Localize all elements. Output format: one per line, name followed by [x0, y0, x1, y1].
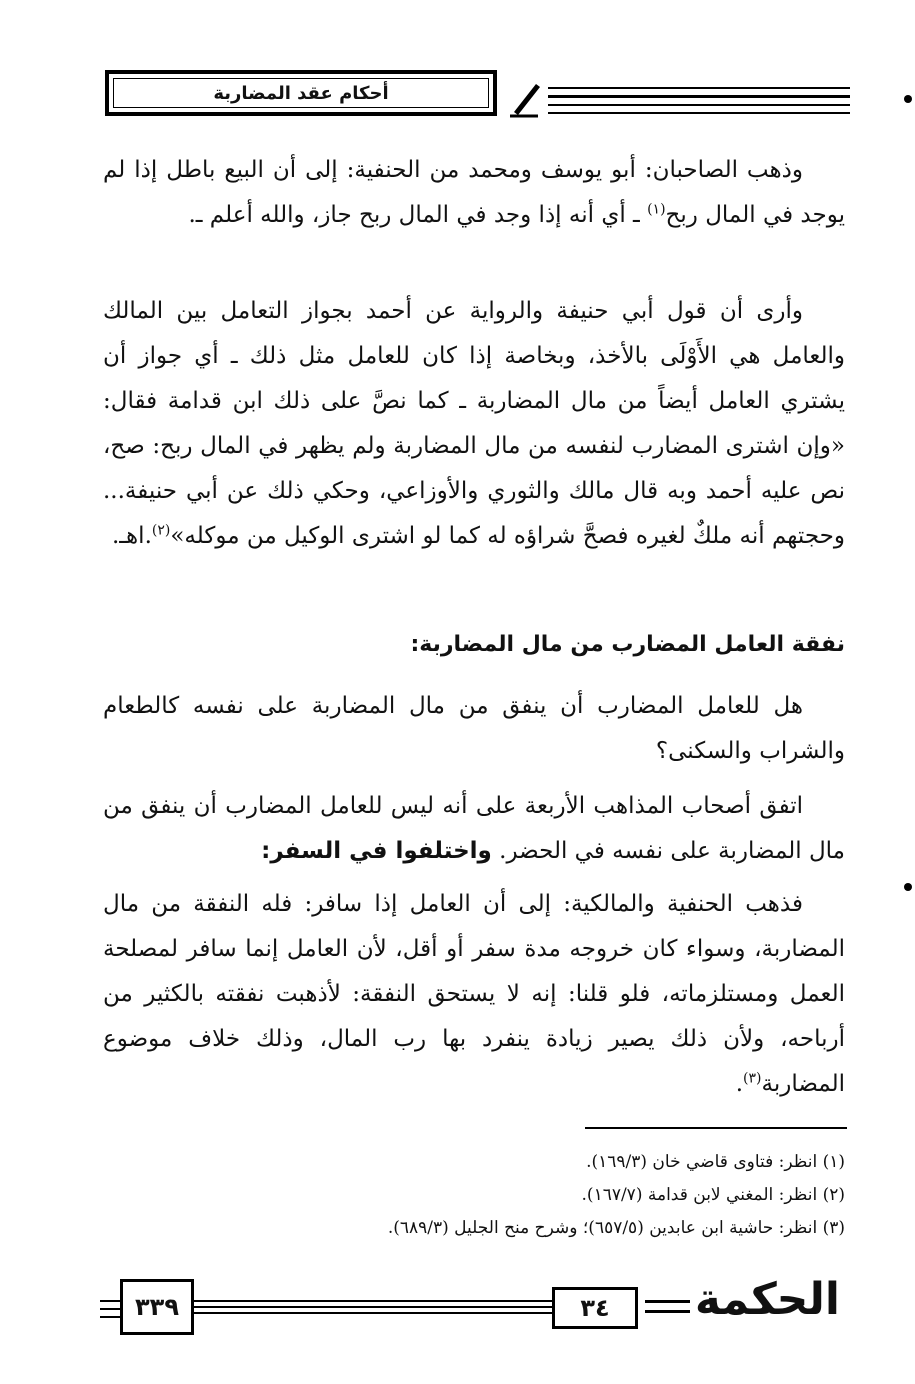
- header-rule: [548, 104, 850, 106]
- paragraph-text: وأرى أن قول أبي حنيفة والرواية عن أحمد بجواز التعامل بين المالك والعامل هي الأَوْلَى بالأخذ، وبخاصة إذا كان للعامل مثل ذلك ـ أي جواز أن يشتري العامل أيضاً من مال المضاربة ـ كما نصَّ على ذلك ابن قدامة فقال: «وإن اشترى المضارب لنفسه من مال المضاربة ولم يظهر في المال ربح: صح، نص عليه أحمد وبه قال مالك والثوري والأوزاعي، وحكي ذلك عن أبي حنيفة... وحجتهم أنه ملكٌ لغيره فصحَّ شراؤه له كما لو اشترى الوكيل من موكله»: [103, 298, 845, 549]
- footer-rule: [194, 1306, 552, 1308]
- paragraph: هل للعامل المضارب أن ينفق من مال المضاربة على نفسه كالطعام والشراب والسكنى؟: [103, 693, 845, 764]
- header-rule: [548, 87, 850, 89]
- footer-rule: [645, 1310, 690, 1313]
- page-number: ٣٣٩: [120, 1279, 194, 1335]
- paragraph-text: ـ أي أنه إذا وجد في المال ربح جاز، والله أعلم ـ.: [188, 202, 648, 228]
- header-rule: [548, 112, 850, 114]
- paragraph: [103, 289, 845, 559]
- paragraph: [103, 882, 845, 1107]
- paragraph: [103, 784, 845, 874]
- footer-rule: [100, 1316, 120, 1318]
- journal-logo: الحكمة: [694, 1274, 840, 1325]
- footer-rule: [194, 1300, 552, 1302]
- running-header-title: أحكام عقد المضاربة: [213, 82, 389, 104]
- paragraph-text: وذهب الصاحبان: أبو يوسف ومحمد من الحنفية: إلى أن البيع باطل إذا لم يوجد في المال ربح: [103, 157, 845, 228]
- footer-rule: [194, 1312, 552, 1314]
- paragraph-text: اتفق أصحاب المذاهب الأربعة على أنه ليس للعامل المضارب أن ينفق من مال المضاربة على نفسه في الحضر.: [103, 793, 845, 864]
- footnote-ref: (٢): [151, 522, 171, 539]
- footer-rule: [100, 1308, 120, 1310]
- footer-rule: [100, 1300, 120, 1302]
- bold-text: واختلفوا في السفر:: [261, 838, 492, 864]
- paragraph: [103, 148, 845, 238]
- running-header: [105, 70, 497, 116]
- paragraph-text: .اهـ.: [112, 523, 152, 549]
- footnote: (٢) انظر: المغني لابن قدامة (١٦٧/٧).: [581, 1185, 845, 1205]
- footer-rule: [645, 1300, 690, 1303]
- paragraph-text: فذهب الحنفية والمالكية: إلى أن العامل إذا سافر: فله النفقة من مال المضاربة، وسواء كان خروجه مدة سفر أو أقل، لأن العامل إنما سافر لمصلحة العمل ومستلزماته، فلو قلنا: إنه لا يستحق النفقة: لأذهبت نفقته بالكثير من أرباحه، ولأن ذلك يصير زيادة ينفرد بها رب المال، وذلك خلاف موضوع المضاربة: [103, 891, 845, 1097]
- section-heading: نفقة العامل المضارب من مال المضاربة:: [410, 632, 845, 657]
- issue-number: ٣٤: [552, 1287, 638, 1329]
- header-rule: [548, 95, 850, 98]
- margin-dot: [904, 95, 912, 103]
- footnote-ref: (١): [647, 201, 666, 218]
- footnote: (٣) انظر: حاشية ابن عابدين (٦٥٧/٥)؛ وشرح منح الجليل (٦٨٩/٣).: [387, 1218, 845, 1238]
- margin-dot: [904, 883, 912, 891]
- footnote-ref: (٣): [743, 1070, 762, 1087]
- footnote-rule: [585, 1127, 847, 1129]
- footnote: (١) انظر: فتاوى قاضي خان (١٦٩/٣).: [586, 1152, 845, 1172]
- pen-icon: [508, 78, 544, 118]
- paragraph-text: .: [735, 1071, 744, 1097]
